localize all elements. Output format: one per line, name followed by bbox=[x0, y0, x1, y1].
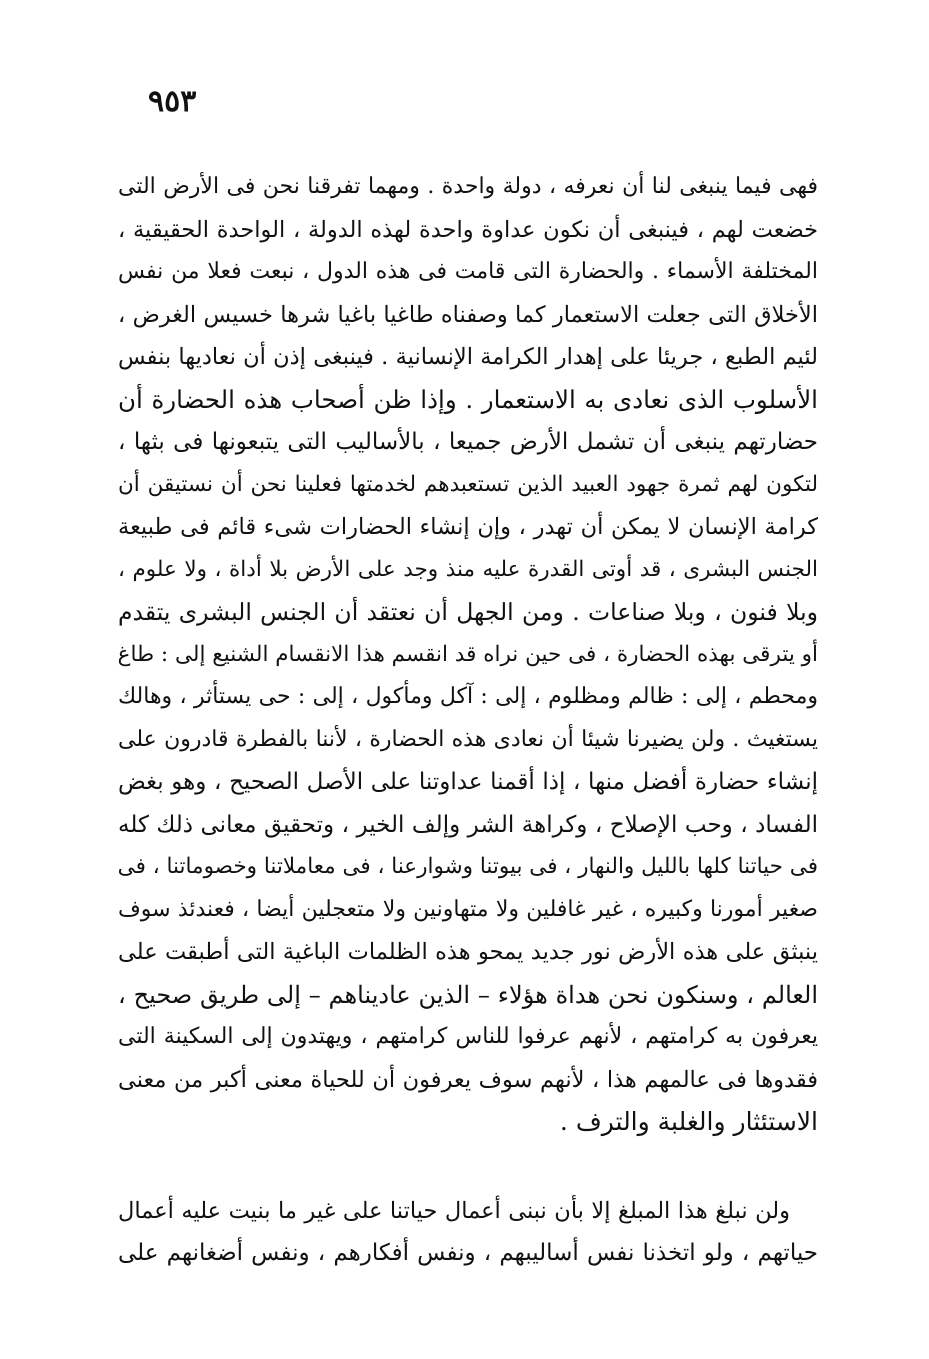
text-line: فقدوها فى عالمهم هذا ، لأنهم سوف يعرفون أن للحياة معنى أكبر من معنى bbox=[118, 1066, 818, 1093]
text-line: خضعت لهم ، فينبغى أن نكون عداوة واحدة لهذه الدولة ، الواحدة الحقيقية ، bbox=[118, 216, 818, 243]
text-line: حضارتهم ينبغى أن تشمل الأرض جميعا ، بالأساليب التى يتبعونها فى بثها ، bbox=[118, 429, 818, 455]
text-line: ولن نبلغ هذا المبلغ إلا بأن نبنى أعمال حياتنا على غير ما بنيت عليه أعمال bbox=[118, 1197, 790, 1224]
page-number: ٩٥٣ bbox=[148, 84, 197, 119]
paragraph-2 bbox=[118, 1190, 818, 1275]
text-line: فى حياتنا كلها بالليل والنهار ، فى بيوتنا وشوارعنا ، فى معاملاتنا وخصوماتنا ، فى bbox=[118, 854, 818, 879]
text-line: الاستئثار والغلبة والترف . bbox=[559, 1107, 818, 1136]
text-line: كرامة الإنسان لا يمكن أن تهدر ، وإن إنشاء الحضارات شىء قائم فى طبيعة bbox=[118, 514, 818, 540]
body-text bbox=[118, 166, 818, 1275]
text-line: الجنس البشرى ، قد أوتى القدرة عليه منذ وجد على الأرض بلا أداة ، ولا علوم ، bbox=[118, 556, 818, 582]
text-line: صغير أمورنا وكبيره ، غير غافلين ولا متهاونين ولا متعجلين أيضا ، فعندئذ سوف bbox=[118, 896, 818, 922]
text-line: ينبثق على هذه الأرض نور جديد يمحو هذه الظلمات الباغية التى أطبقت على bbox=[118, 939, 818, 965]
text-line: حياتهم ، ولو اتخذنا نفس أساليبهم ، ونفس أفكارهم ، ونفس أضغانهم على bbox=[118, 1240, 818, 1266]
text-line: الأخلاق التى جعلت الاستعمار كما وصفناه طاغيا باغيا شرها خسيس الغرض ، bbox=[118, 301, 818, 328]
text-line: الفساد ، وحب الإصلاح ، وكراهة الشر وإلف الخير ، وتحقيق معانى ذلك كله bbox=[118, 811, 818, 838]
text-line: وبلا فنون ، وبلا صناعات . ومن الجهل أن نعتقد أن الجنس البشرى يتقدم bbox=[118, 598, 818, 626]
text-line: الأسلوب الذى نعادى به الاستعمار . وإذا ظن أصحاب هذه الحضارة أن bbox=[118, 384, 818, 414]
text-line: العالم ، وسنكون نحن هداة هؤلاء – الذين عاديناهم – إلى طريق صحيح ، bbox=[118, 980, 818, 1009]
text-line: المختلفة الأسماء . والحضارة التى قامت فى هذه الدول ، نبعت فعلا من نفس bbox=[118, 259, 818, 284]
text-line: لتكون لهم ثمرة جهود العبيد الذين تستعبدهم لخدمتها فعلينا نحن أن نستيقن أن bbox=[118, 471, 818, 497]
paragraph-1 bbox=[118, 166, 818, 1144]
text-line: لئيم الطبع ، جريئا على إهدار الكرامة الإنسانية . فينبغى إذن أن نعاديها بنفس bbox=[118, 344, 818, 370]
text-line: ومحطم ، إلى : ظالم ومظلوم ، إلى : آكل ومأكول ، إلى : حى يستأثر ، وهالك bbox=[118, 684, 818, 709]
text-line: يعرفون به كرامتهم ، لأنهم عرفوا للناس كرامتهم ، ويهتدون إلى السكينة التى bbox=[118, 1024, 818, 1049]
text-line: أو يترقى بهذه الحضارة ، فى حين نراه قد انقسم هذا الانقسام الشنيع إلى : طاغ bbox=[118, 641, 818, 667]
text-line: فهى فيما ينبغى لنا أن نعرفه ، دولة واحدة . ومهما تفرقنا نحن فى الأرض التى bbox=[118, 174, 818, 199]
text-line: يستغيث . ولن يضيرنا شيئا أن نعادى هذه الحضارة ، لأننا بالفطرة قادرون على bbox=[118, 726, 818, 752]
paragraph-spacer bbox=[118, 1144, 818, 1190]
text-line: إنشاء حضارة أفضل منها ، إذا أقمنا عداوتنا على الأصل الصحيح ، وهو بغض bbox=[118, 769, 818, 795]
